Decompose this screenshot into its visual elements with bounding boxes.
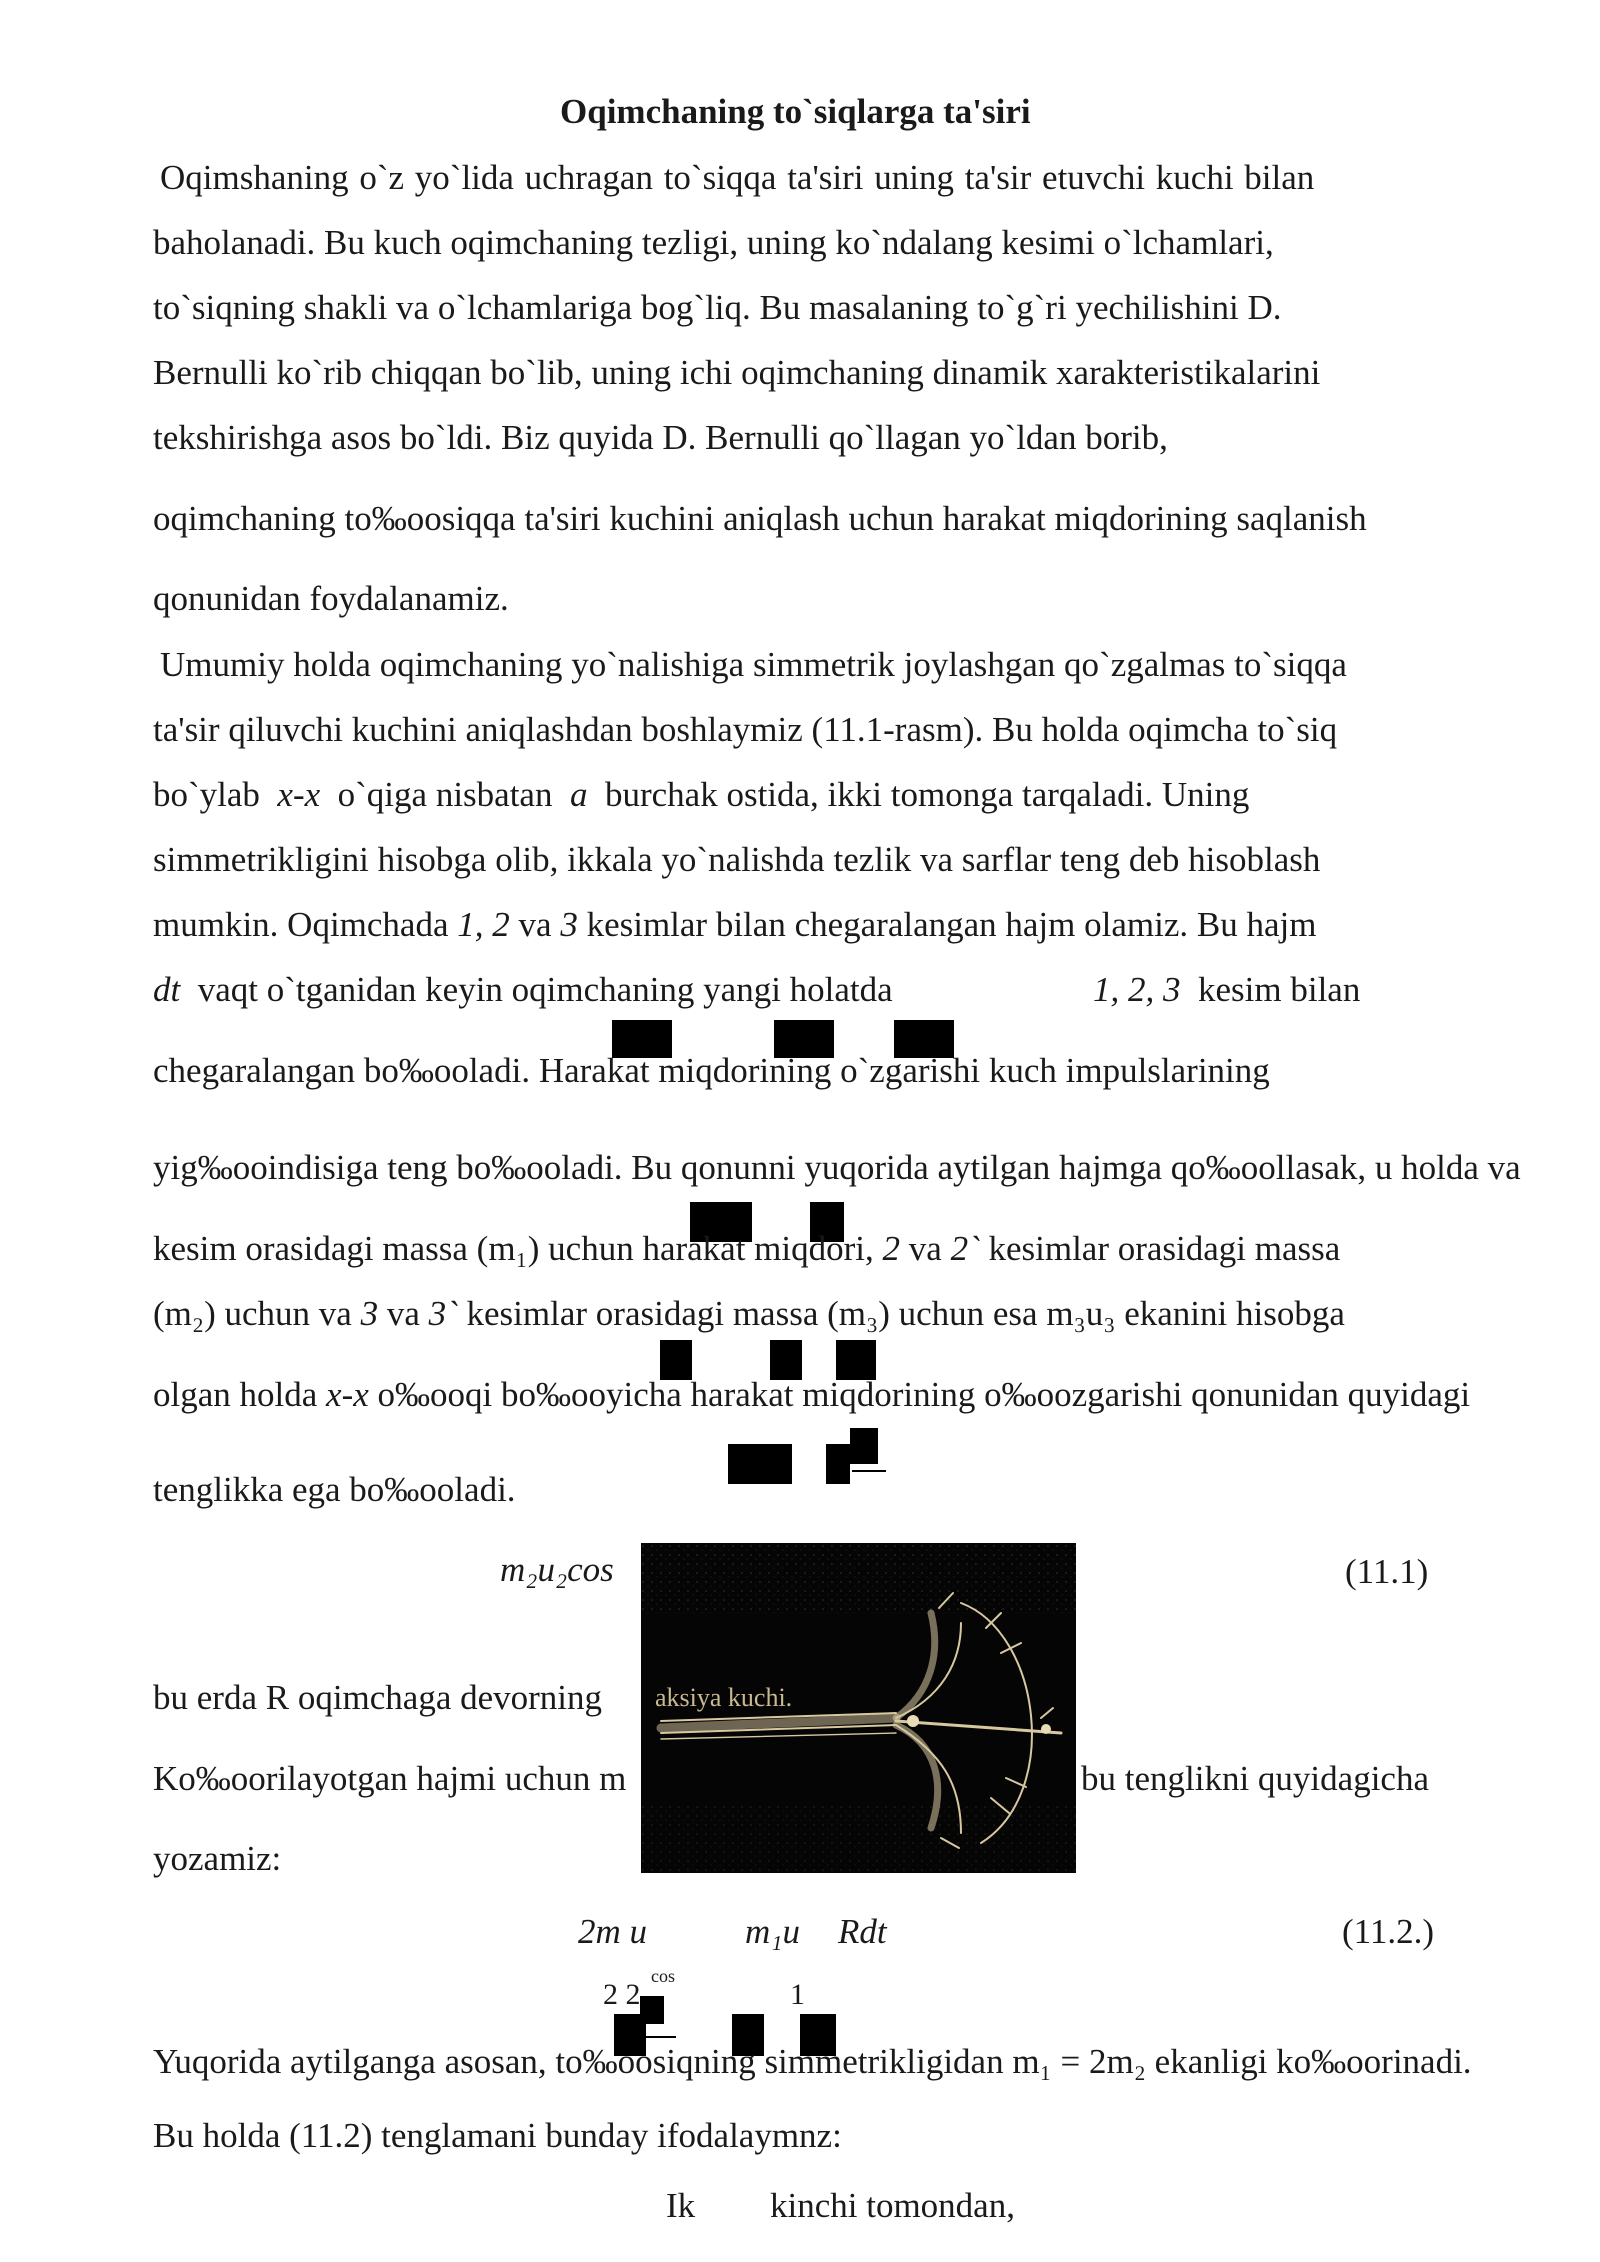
- paragraph-line: (m₂) uchun va 3 va 3` kesimlar orasidagi massa (m₃) uchun esa m₃u₃ ekanini hisobga: [153, 1294, 1345, 1333]
- equation-number: (11.1): [1345, 1552, 1429, 1591]
- fraction-bar: [852, 1470, 886, 1472]
- paragraph-line: qonunidan foydalanamiz.: [153, 579, 509, 618]
- redaction-block: [826, 1444, 850, 1484]
- equation-11-1: m₂u₂cos: [500, 1550, 614, 1589]
- equation-superscript: cos: [651, 1966, 675, 1986]
- page-title: Oqimchaning to`siqlarga ta'siri: [560, 92, 1031, 131]
- paragraph-line: Oqimshaning o`z yo`lida uchragan to`siqqa ta'siri uning ta'sir etuvchi kuchi bilan: [160, 158, 1315, 197]
- paragraph-line: to`siqning shakli va o`lchamlariga bog`liq. Bu masalaning to`g`ri yechilishini D.: [153, 288, 1282, 327]
- paragraph-line: chegaralangan bo‰ooladi. Harakat miqdorining o`zgarishi kuch impulslarining: [153, 1051, 1270, 1090]
- equation-subscript: 1: [790, 1978, 805, 2011]
- paragraph-line: dt vaqt o`tganidan keyin oqimchaning yangi holatda: [153, 970, 893, 1009]
- paragraph-line: Ik: [666, 2186, 696, 2225]
- paragraph-line: yig‰ooindisiga teng bo‰ooladi. Bu qonunni yuqorida aytilgan hajmga qo‰oollasak, u holda va: [153, 1148, 1521, 1187]
- paragraph-line: tekshirishga asos bo`ldi. Biz quyida D. Bernulli qo`llagan yo`ldan borib,: [153, 418, 1168, 457]
- paragraph-line: Bernulli ko`rib chiqqan bo`lib, uning ichi oqimchaning dinamik xarakteristikalarini: [153, 353, 1321, 392]
- redaction-block: [850, 1428, 878, 1464]
- paragraph-line: baholanadi. Bu kuch oqimchaning tezligi, uning ko`ndalang kesimi o`lchamlari,: [153, 223, 1274, 262]
- paragraph-line: Yuqorida aytilganga asosan, to‰oosiqning simmetrikligidan m₁ = 2m₂ ekanligi ko‰oorinadi.: [153, 2042, 1472, 2081]
- paragraph-line: olgan holda x-x o‰ooqi bo‰ooyicha harakat miqdorining o‰oozgarishi qonunidan quyidagi: [153, 1375, 1471, 1414]
- paragraph-line: Bu holda (11.2) tenglamani bunday ifodalaymnz:: [153, 2116, 842, 2155]
- paragraph-line: simmetrikligini hisobga olib, ikkala yo`nalishda tezlik va sarflar teng deb hisoblash: [153, 840, 1321, 879]
- paragraph-line: mumkin. Oqimchada 1, 2 va 3 kesimlar bilan chegaralangan hajm olamiz. Bu hajm: [153, 905, 1317, 944]
- equation-11-2-term: Rdt: [838, 1912, 887, 1951]
- paragraph-line: yozamiz:: [153, 1839, 282, 1878]
- paragraph-line: ta'sir qiluvchi kuchini aniqlashdan boshlaymiz (11.1-rasm). Bu holda oqimcha to`siq: [153, 710, 1338, 749]
- paragraph-line: 1, 2, 3 kesim bilan: [1093, 970, 1361, 1009]
- paragraph-line: oqimchaning to‰oosiqqa ta'siri kuchini aniqlash uchun harakat miqdorining saqlanish: [153, 499, 1367, 538]
- paragraph-line: Ko‰oorilayotgan hajmi uchun m: [153, 1759, 627, 1798]
- fraction-bar: [644, 2036, 676, 2038]
- paragraph-line: bu tenglikni quyidagicha: [1081, 1759, 1429, 1798]
- equation-11-2: 2m u: [578, 1912, 648, 1951]
- paragraph-line: bu erda R oqimchaga devorning: [153, 1678, 603, 1717]
- paragraph-line: Umumiy holda oqimchaning yo`nalishiga simmetrik joylashgan qo`zgalmas to`siqqa: [160, 645, 1347, 684]
- equation-number: (11.2.): [1342, 1912, 1435, 1951]
- paragraph-line: bo`ylab x-x o`qiga nisbatan a burchak ostida, ikki tomonga tarqaladi. Uning: [153, 775, 1250, 814]
- equation-subscript: 2 2: [603, 1978, 641, 2011]
- paragraph-line: tenglikka ega bo‰ooladi.: [153, 1470, 516, 1509]
- paragraph-line: kesim orasidagi massa (m₁) uchun harakat miqdori, 2 va 2` kesimlar orasidagi massa: [153, 1229, 1341, 1268]
- paragraph-line: aksiya kuchi.: [655, 1683, 793, 1712]
- redaction-block: [728, 1444, 792, 1484]
- paragraph-line: kinchi tomondan,: [770, 2186, 1015, 2225]
- equation-11-2-term: m₁u: [745, 1912, 800, 1951]
